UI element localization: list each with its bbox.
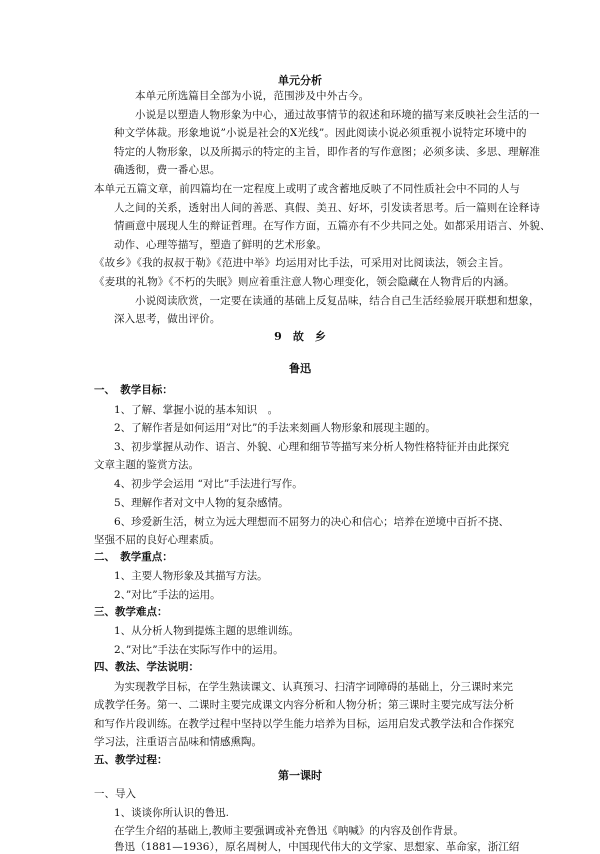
goal-item: 1、了解、掌握小说的基本知识 。 <box>114 404 279 416</box>
methods-line: 成教学任务。第一、二课时主要完成课文内容分析和人物分析；第三课时主要完成写法分析 <box>94 699 514 711</box>
key-point-item: 2、”对比”手法的运用。 <box>114 589 221 601</box>
process-line: 鲁迅（1881—1936），原名周树人，中国现代伟大的文学家、思想家、革命家，浙江绍 <box>114 841 520 853</box>
text-line: 情画意中展现人生的辩证哲理。在写作方面，五篇亦有不少共同之处。如都采用语言、外貌、 <box>114 220 551 233</box>
key-point-item: 1、主要人物形象及其描写方法。 <box>114 570 268 582</box>
text-line: 《麦琪的礼物》《不朽的失眠》则应着重注意人物心理变化，领会隐藏在人物背后的内涵。 <box>94 275 515 288</box>
process-line: 在学生介绍的基础上,教师主要强调或补充鲁迅《呐喊》的内容及创作背景。 <box>114 825 464 837</box>
unit-analysis-title: 单元分析 <box>278 74 322 87</box>
text-line: 人之间的关系，透射出人间的善恶、真假、美丑、好坏，引发读者思考。后一篇则在诠释诗 <box>114 201 540 214</box>
goal-item: 5、理解作者对文中人物的复杂感情。 <box>114 497 289 509</box>
goal-item-continued: 文章主题的鉴赏方法。 <box>94 459 199 471</box>
key-points-heading: 二、 教学重点： <box>94 551 173 563</box>
text-line: 特定的人物形象，以及所揭示的特定的主旨，即作者的写作意图；必须多读、多思、理解准 <box>114 145 540 158</box>
period-title: 第一课时 <box>278 769 322 782</box>
text-line: 动作、心理等描写，塑造了鲜明的艺术形象。 <box>114 238 327 251</box>
lesson-author: 鲁迅 <box>289 362 311 375</box>
process-heading: 五、教学过程： <box>94 754 168 766</box>
goal-item: 3、初步掌握从动作、语言、外貌、心理和细节等描写来分析人物性格特征并由此探究 <box>114 441 510 453</box>
intro-heading: 一、导入 <box>94 788 136 800</box>
methods-heading: 四、教法、学法说明： <box>94 661 199 673</box>
text-line: 本单元五篇文章，前四篇均在一定程度上或明了或含蓄地反映了不同性质社会中不同的人与 <box>94 182 520 195</box>
difficulty-item: 1、从分析人物到提炼主题的思维训练。 <box>114 625 300 637</box>
goal-item-continued: 坚强不屈的良好心理素质。 <box>94 534 220 546</box>
goal-item: 4、初步学会运用 “对比”手法进行写作。 <box>114 478 303 490</box>
goals-heading: 一、 教学目标： <box>94 384 173 396</box>
text-line: 深入思考，做出评价。 <box>114 313 221 326</box>
goal-item: 6、珍爱新生活，树立为远大理想而不屈努力的决心和信心；培养在逆境中百折不挠、 <box>114 516 510 528</box>
text-line: 《故乡》《我的叔叔于勒》《范进中举》均运用对比手法，可采用对比阅读法，领会主旨。 <box>94 257 510 270</box>
methods-line: 学习法，注重语言品味和情感熏陶。 <box>94 736 262 748</box>
process-line: 1、谈谈你所认识的鲁迅. <box>114 807 230 819</box>
text-line: 确透彻，费一番心思。 <box>114 164 221 177</box>
text-line: 种文学体裁。形象地说”小说是社会的Χ光线”。因此阅读小说必须重视小说特定环境中的 <box>114 127 527 140</box>
difficulties-heading: 三、教学难点： <box>94 606 168 618</box>
methods-line: 和写作片段训练。在教学过程中坚持以学生能力培养为目标，运用启发式教学法和合作探究 <box>94 718 514 730</box>
text-line: 小说是以塑造人物形象为中心，通过故事情节的叙述和环境的描写来反映社会生活的一 <box>135 108 540 121</box>
lesson-title: 9 故 乡 <box>274 330 326 343</box>
text-line: 本单元所选篇目全部为小说，范围涉及中外古今。 <box>135 90 370 102</box>
difficulty-item: 2、”对比”手法在实际写作中的运用。 <box>114 644 284 656</box>
methods-line: 为实现教学目标，在学生熟读课文、认真预习、扫清字词障碍的基础上，分三课时来完 <box>114 681 513 693</box>
text-line: 小说阅读欣赏，一定要在读通的基础上反复品味，结合自己生活经验展开联想和想象， <box>135 294 540 307</box>
unit-analysis-body <box>94 87 551 329</box>
goal-item: 2、了解作者是如何运用”对比”的手法来刻画人物形象和展现主题的。 <box>114 422 436 434</box>
